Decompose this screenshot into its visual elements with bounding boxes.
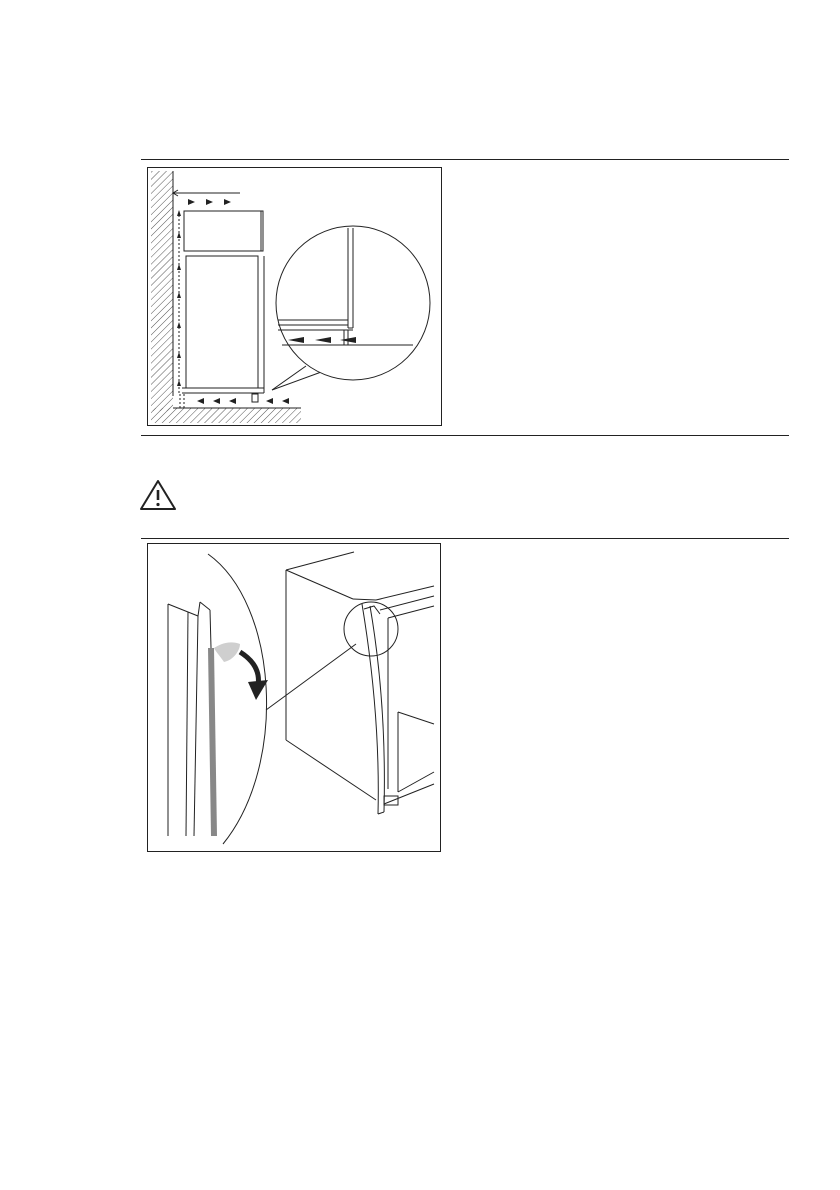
bottom-airflow-arrows <box>197 398 289 404</box>
wall-hatch <box>151 171 173 411</box>
floor-hatch <box>151 408 301 423</box>
upper-cabinet <box>184 211 263 251</box>
cabinet <box>286 552 434 814</box>
seal-tape <box>208 648 217 836</box>
middle-rule <box>141 435 789 436</box>
zoomed-strip <box>168 602 240 836</box>
top-rule <box>141 159 789 160</box>
top-airflow-arrows <box>188 199 231 205</box>
seal-strip-diagram <box>147 543 441 852</box>
seal-svg <box>148 544 440 851</box>
appliance-body <box>186 256 258 388</box>
peel-arrow <box>240 652 258 686</box>
lower-rule <box>141 538 789 539</box>
warning-triangle-icon <box>138 478 178 512</box>
peel-tab <box>214 642 240 662</box>
zoom-arc <box>208 554 267 844</box>
ventilation-diagram <box>147 167 442 426</box>
ventilation-svg <box>148 168 441 425</box>
